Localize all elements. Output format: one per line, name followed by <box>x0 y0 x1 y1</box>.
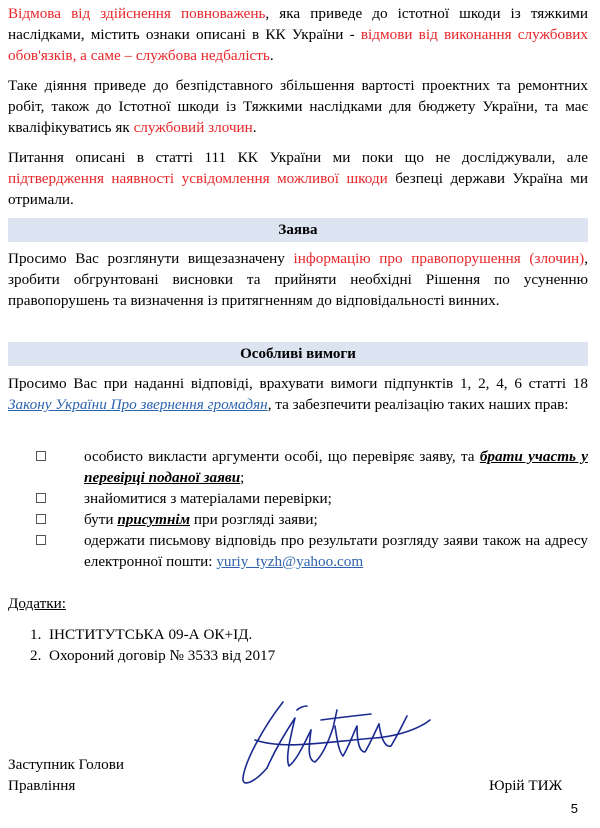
paragraph-article-111 <box>8 147 588 210</box>
attachment-number: 2. <box>30 647 42 664</box>
text-span: Таке діяння приведе до безпідставного збільшення вартості проектних та ремонтних робіт, також до Істотної шкоди із Тяжкими наслідками для бюджету України, та має кваліфікуватись як <box>8 77 588 136</box>
attachment-text: ІНСТИТУТСЬКА 09-А ОК+ІД. <box>48 626 253 643</box>
red-highlight: службовий злочин <box>133 119 253 136</box>
text-span: Питання описані в статті 111 КК України ми поки що не досліджували, але <box>8 149 588 166</box>
email-link[interactable]: yuriy_tyzh@yahoo.com <box>216 553 364 570</box>
law-link[interactable]: Закону України Про звернення громадян <box>8 396 268 413</box>
paragraph-request <box>8 248 588 311</box>
signature-strokes <box>243 702 430 783</box>
text-span: , зробити обгрунтовані висновки та прийняти необхідні Рішення по усуненню правопорушень та визначення із притягненням до відповідальності винних. <box>8 250 588 309</box>
checkbox-bullet-icon <box>36 514 46 524</box>
section-heading-special-requirements: Особливі вимоги <box>8 342 588 366</box>
text-span: . <box>252 119 257 136</box>
text-span: Просимо Вас розглянути вищезазначену <box>8 250 294 267</box>
paragraph-consequences <box>8 75 588 138</box>
attachment-text: Охороний договір № 3533 від 2017 <box>48 647 276 664</box>
text-span: . <box>269 47 274 64</box>
text-span: особисто викласти аргументи особі, що перевіряє заяву, та <box>84 448 480 465</box>
text-span: безпеці держави Україна ми отримали. <box>8 170 588 208</box>
paragraph-requirements <box>8 373 588 415</box>
signatory-position-line1: Заступник Голови <box>8 756 124 773</box>
red-highlight: інформацію про правопорушення (злочин) <box>293 250 585 267</box>
list-item-text <box>84 446 588 488</box>
list-item-text <box>84 530 588 572</box>
text-span: при розгляді заяви; <box>190 511 318 528</box>
list-item <box>36 446 588 488</box>
list-item <box>36 488 588 509</box>
text-span: бути <box>84 511 118 528</box>
red-highlight: Відмова від здійснення повноважень <box>8 5 266 22</box>
emphasis-text: брати участь у перевірці поданої заяви <box>84 448 589 486</box>
attachment-item <box>30 624 252 645</box>
checkbox-bullet-icon <box>36 451 46 461</box>
signatory-name: Юрій ТИЖ <box>489 777 563 794</box>
list-item-text: знайомитися з матеріалами перевірки; <box>84 490 332 507</box>
emphasis-text: присутнім <box>117 511 191 528</box>
text-span: , яка приведе до істотної шкоди із тяжкими наслідками, містить ознаки описані в КК України - <box>8 5 588 43</box>
list-item-text <box>84 509 588 530</box>
handwritten-signature <box>225 680 435 800</box>
attachment-number: 1. <box>30 626 42 643</box>
checkbox-bullet-icon <box>36 535 46 545</box>
page-number: 5 <box>570 801 578 816</box>
list-item <box>36 530 588 572</box>
section-heading-statement: Заява <box>8 218 588 242</box>
signatory-position-line2: Правління <box>8 777 76 794</box>
checkbox-bullet-icon <box>36 493 46 503</box>
attachments-title: Додатки: <box>8 595 66 612</box>
attachment-item <box>30 645 275 666</box>
text-span: одержати письмову відповідь про результати розгляду заяви також на адресу електронної пошти: <box>84 532 588 570</box>
text-span: Просимо Вас при наданні відповіді, врахувати вимоги підпунктів 1, 2, 4, 6 статті 18 <box>8 375 588 392</box>
list-item <box>36 509 588 530</box>
paragraph-refusal <box>8 3 588 66</box>
text-span: ; <box>240 469 245 486</box>
text-span: , та забезпечити реалізацію таких наших прав: <box>267 396 569 413</box>
red-highlight: відмови від виконання службових обов'язків, а саме – службова недбалість <box>8 26 588 64</box>
red-highlight: підтвердження наявності усвідомлення можливої шкоди <box>8 170 388 187</box>
